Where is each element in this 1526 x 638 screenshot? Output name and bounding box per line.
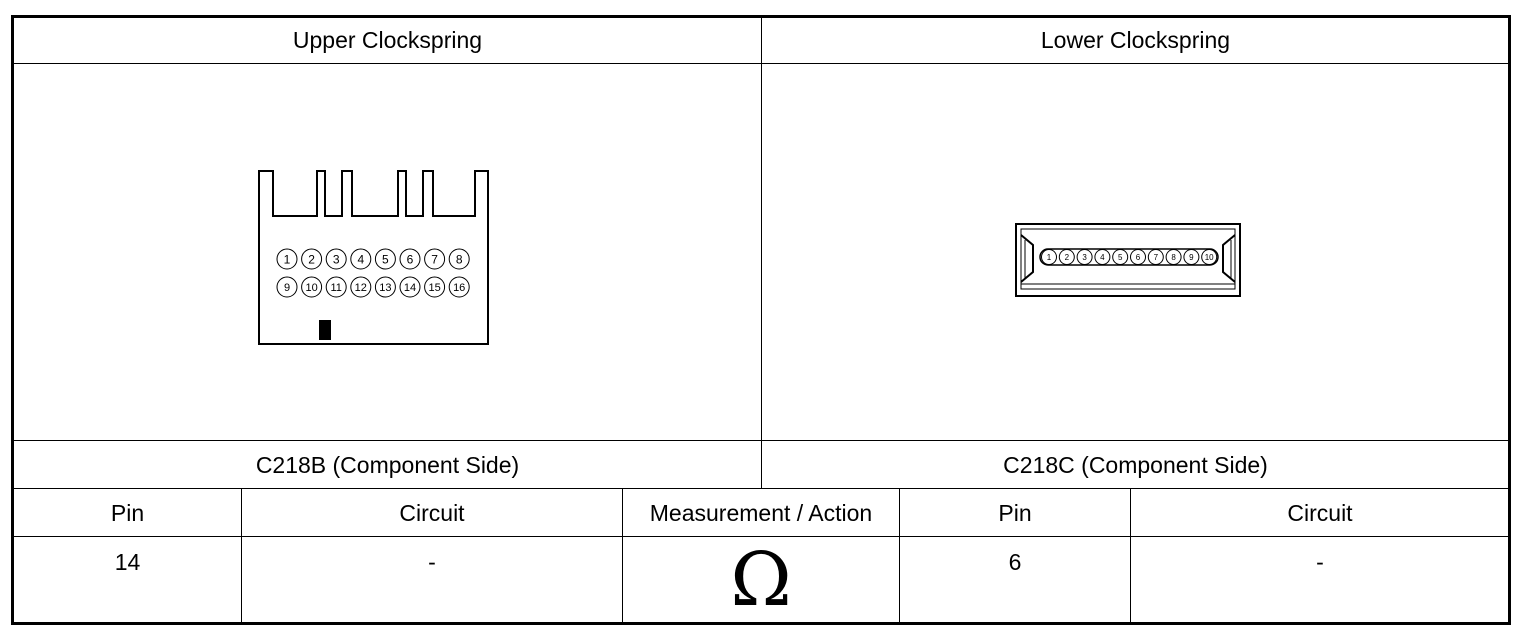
lower-pin-4-label: 4 [1100,252,1105,262]
measurement-header: Measurement / Action [649,500,873,526]
upper-pin-13-label: 13 [379,281,392,294]
upper-pin-1-label: 1 [283,252,291,267]
connector-column-divider [761,17,762,489]
upper-pin-4-label: 4 [357,252,365,267]
lower-clockspring-header: Lower Clockspring [1040,27,1231,53]
lower-pin-9-label: 9 [1189,252,1194,262]
upper-pin-10-label: 10 [305,281,318,294]
upper-pin-7-label: 7 [431,252,438,267]
lower-pin-1-label: 1 [1046,252,1052,262]
lower-pin-2-label: 2 [1064,252,1070,262]
upper-pin-15-label: 15 [428,281,441,294]
upper-pin-row-1 [277,249,469,269]
upper-pin-16-label: 16 [453,281,466,294]
circuit-header-right: Circuit [1287,500,1353,526]
upper-pin-11-label: 11 [330,281,342,294]
upper-connector-key [319,320,331,340]
upper-pin-6-label: 6 [406,252,414,267]
pin-value-right: 6 [1008,549,1022,575]
upper-connector-diagram [255,166,495,351]
lower-pin-10-label: 10 [1204,252,1214,262]
pin-header-left: Pin [110,500,145,526]
lower-connector-diagram [1013,220,1245,302]
lower-pin-7-label: 7 [1153,252,1159,262]
circuit-header-left: Circuit [399,500,465,526]
lower-pin-6-label: 6 [1135,252,1141,262]
upper-pin-row-2 [277,277,469,297]
lower-pin-5-label: 5 [1117,252,1123,262]
pin-header-right: Pin [998,500,1032,526]
circuit-value-right: - [1316,549,1324,575]
lower-pin-3-label: 3 [1082,252,1087,262]
circuit-value-left: - [428,549,436,575]
upper-pin-9-label: 9 [283,281,291,294]
ohm-symbol: Ω [730,537,792,623]
upper-pin-14-label: 14 [403,281,417,294]
upper-connector-caption: C218B (Component Side) [255,452,520,478]
upper-pin-8-label: 8 [455,252,463,267]
pin-value-left: 14 [114,549,141,575]
upper-pin-3-label: 3 [332,252,340,267]
lower-connector-caption: C218C (Component Side) [1003,452,1268,478]
upper-clockspring-header: Upper Clockspring [292,27,483,53]
upper-pin-2-label: 2 [308,252,315,267]
lower-pin-8-label: 8 [1171,252,1176,262]
upper-pin-12-label: 12 [354,281,367,294]
upper-pin-5-label: 5 [382,252,389,267]
